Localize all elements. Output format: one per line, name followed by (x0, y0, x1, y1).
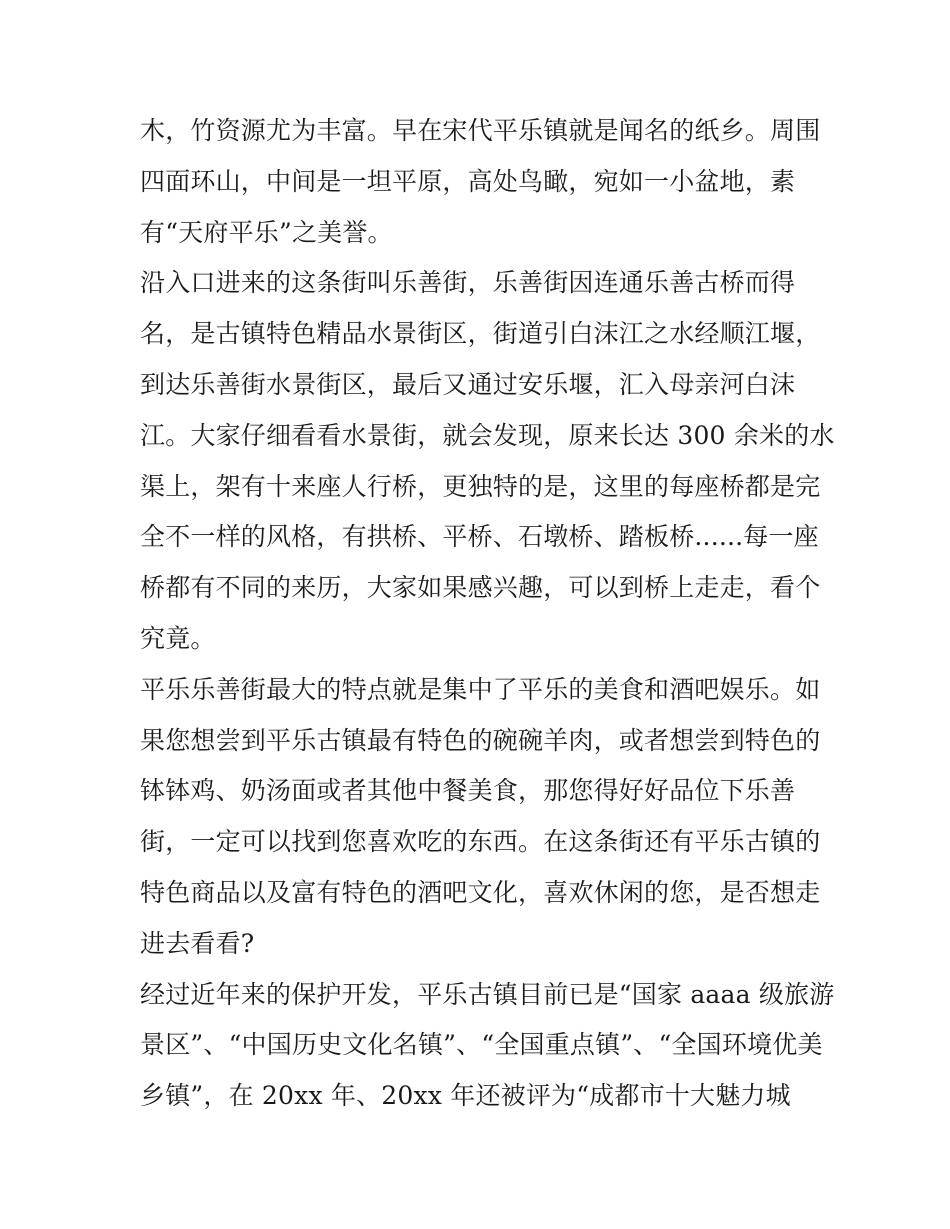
text-line: 到达乐善街水景街区，最后又通过安乐堰，汇入母亲河白沫 (140, 369, 796, 399)
text-line: 进去看看? (140, 928, 255, 958)
text-line: 景区”、“中国历史文化名镇”、“全国重点镇”、“全国环境优美 (140, 1030, 823, 1060)
text-line: 果您想尝到平乐古镇最有特色的碗碗羊肉，或者想尝到特色的 (140, 725, 821, 755)
text-line: 有“天府平乐”之美誉。 (140, 217, 393, 247)
text-line: 街，一定可以找到您喜欢吃的东西。在这条街还有平乐古镇的 (140, 827, 821, 857)
text-line: 江。大家仔细看看水景街，就会发现，原来长达 300 余米的水 (140, 420, 835, 450)
text-line: 经过近年来的保护开发，平乐古镇目前已是“国家 aaaa 级旅游 (140, 979, 835, 1009)
text-line: 桥都有不同的来历，大家如果感兴趣，可以到桥上走走，看个 (140, 573, 821, 603)
text-line: 全不一样的风格，有拱桥、平桥、石墩桥、踏板桥......每一座 (140, 522, 819, 552)
text-line: 渠上，架有十来座人行桥，更独特的是，这里的每座桥都是完 (140, 471, 821, 501)
text-line: 特色商品以及富有特色的酒吧文化，喜欢休闲的您，是否想走 (140, 877, 821, 907)
text-line: 沿入口进来的这条街叫乐善街，乐善街因连通乐善古桥而得 (140, 268, 796, 298)
document-body (140, 106, 835, 1122)
text-line: 四面环山，中间是一坦平原，高处鸟瞰，宛如一小盆地，素 (140, 166, 796, 196)
text-line: 究竟。 (140, 623, 216, 653)
text-line: 乡镇”，在 20xx 年、20xx 年还被评为“成都市十大魅力城 (140, 1081, 791, 1111)
text-line: 名，是古镇特色精品水景街区，街道引白沫江之水经顺江堰， (140, 319, 821, 349)
text-line: 木，竹资源尤为丰富。早在宋代平乐镇就是闻名的纸乡。周围 (140, 116, 821, 145)
text-line: 钵钵鸡、奶汤面或者其他中餐美食，那您得好好品位下乐善 (140, 776, 796, 806)
text-line: 平乐乐善街最大的特点就是集中了平乐的美食和酒吧娱乐。如 (140, 674, 821, 704)
